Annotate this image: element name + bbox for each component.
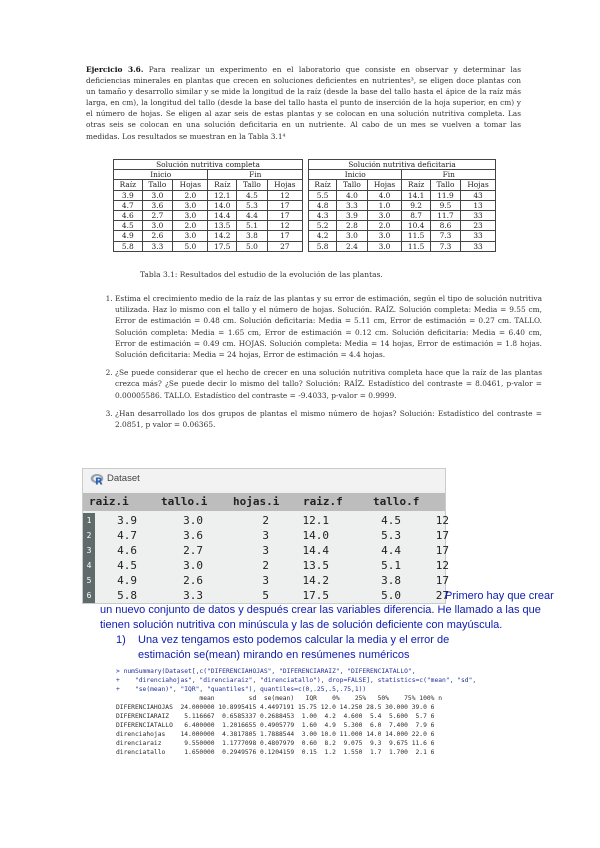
question-list bbox=[97, 293, 542, 437]
table-cell: 14.0 bbox=[208, 200, 237, 210]
table-cell: 33 bbox=[461, 210, 496, 220]
viewer-cell[interactable]: 3.3 bbox=[183, 589, 203, 602]
column-header: Hojas bbox=[461, 180, 496, 190]
table-cell: 8.7 bbox=[402, 210, 430, 220]
table-cell: 12 bbox=[267, 221, 302, 231]
table-row bbox=[114, 221, 303, 231]
table-cell: 4.3 bbox=[309, 210, 337, 220]
console-command-line: + "se(mean)", "IQR", "quantiles"), quantiles=c(0,.25,.5,.75,1)) bbox=[116, 686, 367, 693]
table-cell: 14.4 bbox=[208, 210, 237, 220]
table-row bbox=[309, 200, 496, 210]
table-cell: 14.1 bbox=[402, 190, 430, 200]
row-number: 1 bbox=[83, 513, 95, 528]
table-cell: 8.6 bbox=[430, 221, 460, 231]
table-row bbox=[114, 231, 303, 241]
viewer-cell[interactable]: 17.5 bbox=[302, 589, 329, 602]
table-cell: 7.3 bbox=[430, 241, 460, 251]
table-cell: 5.8 bbox=[309, 241, 337, 251]
table-row bbox=[114, 210, 303, 220]
table-cell: 14.2 bbox=[208, 231, 237, 241]
table-deficient-header-row bbox=[309, 180, 496, 190]
column-header: Raíz bbox=[208, 180, 237, 190]
viewer-cell[interactable]: 3.0 bbox=[183, 559, 203, 572]
table-cell: 4.0 bbox=[337, 190, 367, 200]
table-cell: 12 bbox=[267, 190, 302, 200]
table-cell: 43 bbox=[461, 190, 496, 200]
column-header: Hojas bbox=[173, 180, 208, 190]
table-cell: 5.0 bbox=[173, 241, 208, 251]
note-step-index: 1) bbox=[116, 634, 126, 646]
note-line-2: tienen solución nutritiva con minúscula y las de solución deficiente con mayúscula. bbox=[100, 619, 503, 631]
column-header: Raíz bbox=[114, 180, 143, 190]
column-header: Raíz bbox=[402, 180, 430, 190]
viewer-cell[interactable]: 14.4 bbox=[302, 544, 329, 557]
note-line-1: un nuevo conjunto de datos y después crear las variables diferencia. He llamado a las que bbox=[100, 604, 541, 616]
viewer-cell[interactable]: 4.9 bbox=[117, 574, 137, 587]
column-header: Tallo bbox=[142, 180, 173, 190]
table-cell: 2.7 bbox=[142, 210, 173, 220]
table-cell: 9.2 bbox=[402, 200, 430, 210]
table-cell: 33 bbox=[461, 231, 496, 241]
table-cell: 10.4 bbox=[402, 221, 430, 231]
table-cell: 2.0 bbox=[367, 221, 402, 231]
table-cell: 5.8 bbox=[114, 241, 143, 251]
table-deficient-inicio: Inicio bbox=[309, 170, 402, 180]
table-deficient-fin: Fin bbox=[402, 170, 496, 180]
table-cell: 2.0 bbox=[173, 190, 208, 200]
viewer-cell[interactable]: 3.9 bbox=[117, 514, 137, 527]
viewer-cell[interactable]: 5.3 bbox=[381, 529, 401, 542]
question-item: 3. ¿Han desarrollado los dos grupos de plantas el mismo número de hojas? Solución: Estadístico del contraste = 2.0851, p valor = 0.06365. bbox=[115, 408, 542, 430]
table-cell: 17.5 bbox=[208, 241, 237, 251]
console-output-row: direnciatallo 1.650000 0.2949576 0.1204159 0.15 1.2 1.550 1.7 1.700 2.1 6 bbox=[116, 749, 435, 756]
table-cell: 23 bbox=[461, 221, 496, 231]
r-logo-icon bbox=[90, 472, 104, 486]
column-header: Hojas bbox=[367, 180, 402, 190]
viewer-cell[interactable]: 13.5 bbox=[302, 559, 329, 572]
table-cell: 3.0 bbox=[367, 210, 402, 220]
table-row bbox=[114, 200, 303, 210]
table-cell: 3.8 bbox=[237, 231, 268, 241]
column-header[interactable]: raiz.f bbox=[303, 495, 343, 508]
table-cell: 2.6 bbox=[142, 231, 173, 241]
table-complete-fin: Fin bbox=[208, 170, 303, 180]
viewer-cell[interactable]: 12 bbox=[435, 514, 449, 527]
table-row bbox=[309, 231, 496, 241]
table-cell: 3.9 bbox=[337, 210, 367, 220]
note-step-text: Una vez tengamos esto podemos calcular la media y el error de estimación se(mean) mirando en resúmenes numéricos bbox=[138, 634, 450, 661]
table-cell: 4.5 bbox=[237, 190, 268, 200]
note-side-text: Primero hay que crear bbox=[445, 590, 554, 602]
viewer-cell[interactable]: 17 bbox=[435, 574, 449, 587]
table-complete-inicio: Inicio bbox=[114, 170, 208, 180]
console-output-row: DIFERENCIAHOJAS 24.000000 10.8995415 4.4497191 15.75 12.0 14.250 28.5 30.000 39.0 6 bbox=[116, 704, 435, 711]
viewer-cell[interactable]: 5.0 bbox=[381, 589, 401, 602]
table-cell: 11.9 bbox=[430, 190, 460, 200]
column-header: Tallo bbox=[337, 180, 367, 190]
viewer-cell[interactable]: 4.5 bbox=[117, 559, 137, 572]
viewer-cell[interactable]: 14.0 bbox=[302, 529, 329, 542]
table-complete-solution bbox=[113, 159, 303, 252]
table-cell: 17 bbox=[267, 200, 302, 210]
viewer-cell[interactable]: 12 bbox=[435, 559, 449, 572]
table-deficient-solution bbox=[308, 159, 496, 252]
viewer-cell[interactable]: 4.6 bbox=[117, 544, 137, 557]
table-cell: 3.0 bbox=[142, 190, 173, 200]
viewer-cell[interactable]: 5 bbox=[262, 589, 269, 602]
viewer-cell[interactable]: 3 bbox=[262, 574, 269, 587]
column-header: Tallo bbox=[430, 180, 460, 190]
row-number: 4 bbox=[83, 558, 95, 573]
table-cell: 33 bbox=[461, 241, 496, 251]
row-number: 3 bbox=[83, 543, 95, 558]
table-row bbox=[114, 241, 303, 251]
table-cell: 3.0 bbox=[173, 210, 208, 220]
row-number: 2 bbox=[83, 528, 95, 543]
viewer-cell[interactable]: 5.1 bbox=[381, 559, 401, 572]
console-command-line: + "direnciahojas", "direnciaraiz", "direnciatallo"), drop=FALSE], statistics=c("mean", "sd", bbox=[116, 677, 477, 684]
table-cell: 3.6 bbox=[142, 200, 173, 210]
table-cell: 13.5 bbox=[208, 221, 237, 231]
exercise-statement bbox=[86, 64, 521, 142]
table-cell: 27 bbox=[267, 241, 302, 251]
svg-text:R: R bbox=[95, 476, 103, 486]
viewer-cell[interactable]: 3 bbox=[262, 529, 269, 542]
viewer-cell[interactable]: 2.7 bbox=[183, 544, 203, 557]
viewer-cell[interactable]: 27 bbox=[435, 589, 449, 602]
viewer-cell[interactable]: 4.5 bbox=[381, 514, 401, 527]
table-cell: 3.0 bbox=[367, 241, 402, 251]
column-header[interactable]: tallo.f bbox=[373, 495, 420, 508]
table-cell: 4.4 bbox=[237, 210, 268, 220]
table-cell: 3.0 bbox=[337, 231, 367, 241]
table-row bbox=[114, 190, 303, 200]
table-cell: 4.2 bbox=[309, 231, 337, 241]
table-cell: 2.4 bbox=[337, 241, 367, 251]
table-cell: 3.0 bbox=[173, 231, 208, 241]
viewer-cell[interactable]: 3 bbox=[262, 544, 269, 557]
viewer-cell[interactable]: 17 bbox=[435, 544, 449, 557]
console-header-line: mean sd se(mean) IQR 0% 25% 50% 75% 100% n bbox=[116, 695, 443, 702]
table-cell: 3.3 bbox=[142, 241, 173, 251]
viewer-cell[interactable]: 5.8 bbox=[117, 589, 137, 602]
row-number: 5 bbox=[83, 573, 95, 588]
viewer-cell[interactable]: 3.0 bbox=[183, 514, 203, 527]
console-command-line: > numSummary(Dataset[,c("DIFERENCIAHOJAS", "DIFERENCIARAIZ", "DIFERENCIATALLO", bbox=[116, 668, 416, 675]
console-output-row: DIFERENCIARAIZ 5.116667 0.6585337 0.2688453 1.00 4.2 4.600 5.4 5.600 5.7 6 bbox=[116, 713, 435, 720]
viewer-cell[interactable]: 4.7 bbox=[117, 529, 137, 542]
table-cell: 3.3 bbox=[337, 200, 367, 210]
table-cell: 1.0 bbox=[367, 200, 402, 210]
column-header[interactable]: raiz.i bbox=[89, 495, 129, 508]
viewer-cell[interactable]: 3.8 bbox=[381, 574, 401, 587]
viewer-cell[interactable]: 17 bbox=[435, 529, 449, 542]
table-complete-body bbox=[114, 190, 303, 251]
table-cell: 4.0 bbox=[367, 190, 402, 200]
table-cell: 17 bbox=[267, 210, 302, 220]
table-cell: 5.5 bbox=[309, 190, 337, 200]
table-cell: 5.1 bbox=[237, 221, 268, 231]
viewer-cell[interactable]: 2 bbox=[262, 514, 269, 527]
column-header: Raíz bbox=[309, 180, 337, 190]
table-row bbox=[309, 221, 496, 231]
dataset-viewer-window[interactable] bbox=[82, 468, 449, 604]
table-cell: 11.5 bbox=[402, 231, 430, 241]
table-cell: 4.9 bbox=[114, 231, 143, 241]
table-cell: 12.1 bbox=[208, 190, 237, 200]
column-header[interactable]: tallo.i bbox=[161, 495, 208, 508]
table-cell: 5.2 bbox=[309, 221, 337, 231]
table-cell: 4.8 bbox=[309, 200, 337, 210]
table-cell: 2.0 bbox=[173, 221, 208, 231]
column-header: Tallo bbox=[237, 180, 268, 190]
table-row bbox=[309, 190, 496, 200]
console-output-row: direnciahojas 14.000000 4.3817805 1.7888544 3.00 10.0 11.000 14.0 14.000 22.0 6 bbox=[116, 731, 435, 738]
table-cell: 3.0 bbox=[142, 221, 173, 231]
table-complete-header-row bbox=[114, 180, 303, 190]
table-cell: 3.0 bbox=[367, 231, 402, 241]
viewer-cell[interactable]: 2 bbox=[262, 559, 269, 572]
exercise-text: Para realizar un experimento en el laboratorio que consiste en observar y determinar las deficiencias minerales en plantas que crecen en soluciones deficientes en nutrientes³, se eligen doce plantas con un tamaño y desarrollo similar y se mide la longitud de la raíz (desde la base del tallo hasta el ápice de la raíz más larga, en cm), la longitud del tallo (desde la base del tallo hasta el punto de inserción de la hoja superior, en cm) y el número de hojas. Se eligen al azar seis de estas plantas y se colocan en una solución nutritiva completa. Las otras seis se colocan en una solución deficitaria en un nutriente. Al cabo de un mes se vuelven a tomar las medidas. Los resultados se muestran en la Tabla 3.1⁴ bbox=[86, 65, 521, 141]
console-output-row: direnciaraiz 9.550000 1.1777098 0.4807979 0.60 8.2 9.075 9.3 9.675 11.6 6 bbox=[116, 740, 435, 747]
viewer-cell[interactable]: 3.6 bbox=[183, 529, 203, 542]
viewer-cell[interactable]: 4.4 bbox=[381, 544, 401, 557]
question-item: 2. ¿Se puede considerar que el hecho de crecer en una solución nutritiva completa hace que la raíz de las plantas crezca más? ¿Se puede decir lo mismo del tallo? Solución: RAÍZ. Estadístico del contraste = 8.0461, p-valor = 0.00005586. TALLO. Estadístico del contraste = -9.4033, p-valor = 0.9999. bbox=[115, 367, 542, 401]
table-deficient-body bbox=[309, 190, 496, 251]
table-cell: 5.3 bbox=[237, 200, 268, 210]
table-cell: 2.8 bbox=[337, 221, 367, 231]
table-cell: 9.5 bbox=[430, 200, 460, 210]
question-item: 1. Estima el crecimiento medio de la raíz de las plantas y su error de estimación, según el tipo de solución nutritiva utilizada. Haz lo mismo con el tallo y el número de hojas. Solución. RAÍZ. Solución completa: Media = 9.55 cm, Error de estimación = 0.48 cm. Solución deficitaria: Media = 5.11 cm, Error de estimación = 0.27 cm. TALLO. Solución completa: Media = 1.65 cm, Error de estimación = 0.12 cm. Solución deficitaria: Media = 6.40 cm, Error de estimación = 0.49 cm. HOJAS. Solución completa: Media = 14 hojas, Error de estimación = 1.8 hojas. Solución deficitaria: Media = 24 hojas, Error de estimación = 4.4 hojas. bbox=[115, 293, 542, 360]
table-cell: 3.9 bbox=[114, 190, 143, 200]
table-cell: 13 bbox=[461, 200, 496, 210]
table-cell: 11.7 bbox=[430, 210, 460, 220]
table-deficient-title: Solución nutritiva deficitaria bbox=[309, 160, 496, 170]
row-number: 6 bbox=[83, 588, 95, 603]
table-cell: 5.0 bbox=[237, 241, 268, 251]
viewer-cell[interactable]: 2.6 bbox=[183, 574, 203, 587]
table-caption: Tabla 3.1: Resultados del estudio de la evolución de las plantas. bbox=[140, 270, 383, 279]
viewer-cell[interactable]: 14.2 bbox=[302, 574, 329, 587]
viewer-cell[interactable]: 12.1 bbox=[302, 514, 329, 527]
table-cell: 4.7 bbox=[114, 200, 143, 210]
table-complete-title: Solución nutritiva completa bbox=[114, 160, 303, 170]
table-row bbox=[309, 210, 496, 220]
exercise-label: Ejercicio 3.6. bbox=[86, 65, 144, 74]
console-output-row: DIFERENCIATALLO 6.400000 1.2016655 0.4905779 1.60 4.9 5.300 6.0 7.400 7.9 6 bbox=[116, 722, 435, 729]
column-header: Hojas bbox=[267, 180, 302, 190]
table-cell: 4.6 bbox=[114, 210, 143, 220]
table-cell: 4.5 bbox=[114, 221, 143, 231]
table-cell: 7.3 bbox=[430, 231, 460, 241]
table-cell: 3.0 bbox=[173, 200, 208, 210]
viewer-title: Dataset bbox=[107, 473, 140, 484]
table-cell: 17 bbox=[267, 231, 302, 241]
table-row bbox=[309, 241, 496, 251]
r-console-output bbox=[116, 668, 496, 833]
column-header[interactable]: hojas.i bbox=[233, 495, 280, 508]
table-cell: 11.5 bbox=[402, 241, 430, 251]
